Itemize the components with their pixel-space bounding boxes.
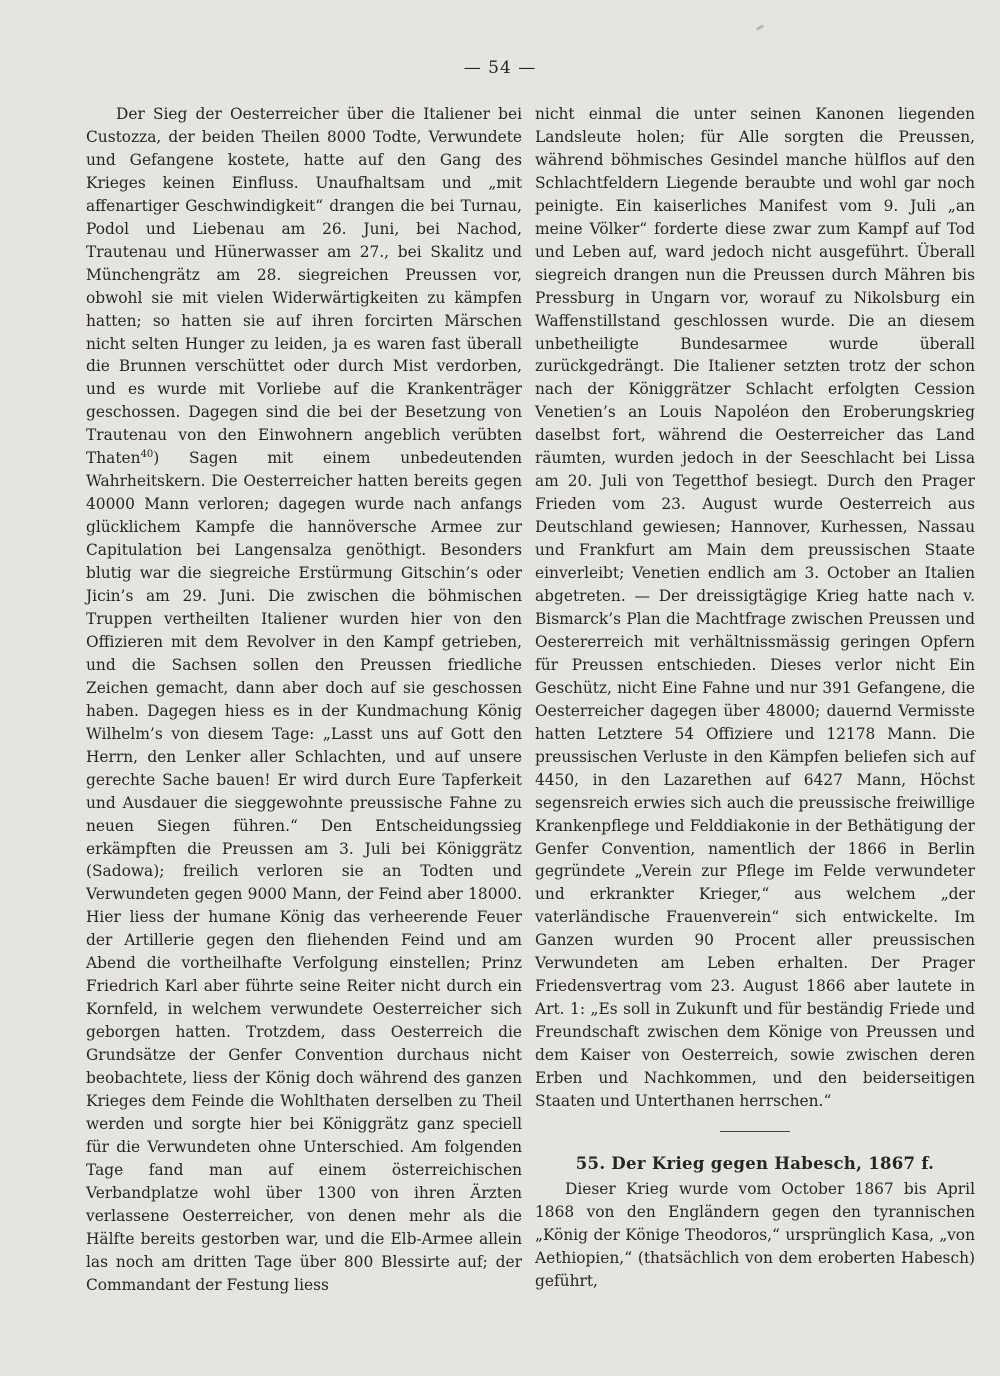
footnote-ref: 40 — [140, 449, 154, 461]
right-paragraph-2: Dieser Krieg wurde vom October 1867 bis April 1868 von den Engländern gegen den tyrannischen „König der Könige Theodoros,“ ursprünglich Kasa, „von Aethiopien,“ (thatsächlich von dem eroberten Habesch) geführt, — [535, 1179, 975, 1290]
right-column — [535, 103, 975, 1293]
left-paragraph-1-continued: ) Sagen mit einem unbedeutenden Wahrheitskern. Die Oesterreicher hatten bereits gegen 40000 Mann verloren; dagegen wurde nach anfangs glücklichem Kampfe die hannöversche Armee zur Capitulation bei Langensalza genöthigt. Besonders blutig war die siegreiche Erstürmung Gitschin’s oder Jicin’s am 29. Juni. Die zwischen die böhmischen Truppen vertheilten Italiener wurden hier von den Offizieren mit dem Revolver in den Kampf getrieben, und die Sachsen sollen den Preussen friedliche Zeichen gemacht, dann aber doch auf sie geschossen haben. Dagegen hiess es in der Kundmachung König Wilhelm’s von diesem Tage: „Lasst uns auf Gott den Herrn, den Lenker aller Schlachten, und auf unsere gerechte Sache bauen! Er wird durch Eure Tapferkeit und Ausdauer die sieggewohnte preussische Fahne zu neuen Siegen führen.“ Den Entscheidungssieg erkämpften die Preussen am 3. Juli bei Königgrätz (Sadowa); freilich verloren sie an Todten und Verwundeten gegen 9000 Mann, der Feind aber 18000. Hier liess der humane König das verheerende Feuer der Artillerie gegen den fliehenden Feind und am Abend die vortheilhafte Verfolgung einstellen; Prinz Friedrich Karl aber führte seine Reiter nicht durch ein Kornfeld, in welchem verwundete Oesterreicher sich geborgen hatten. Trotzdem, dass Oesterreich die Grundsätze der Genfer Convention durchaus nicht beobachtete, liess der König doch während des ganzen Krieges dem Feinde die Wohlthaten derselben zu Theil werden und sorgte hier bei Königgrätz ganz speciell für die Verwundeten ohne Unterschied. Am folgenden Tage fand man auf einem österreichischen Verbandplatze wohl über 1300 von ihren Ärzten verlassene Oesterreicher, von denen mehr als die Hälfte bereits gestorben war, und die Elb-Armee allein las noch am dritten Tage über 800 Blessirte auf; der Commandant der Festung liess — [86, 449, 522, 1294]
left-paragraph-1-text: Der Sieg der Oesterreicher über die Italiener bei Custozza, der beiden Theilen 8000 Todte, Verwundete und Gefangene kostete, hatte auf den Gang des Krieges keinen Einfluss. Unaufhaltsam und „mit affenartiger Geschwindigkeit“ drangen die bei Turnau, Podol und Liebenau am 26. Juni, bei Nachod, Trautenau und Hünerwasser am 27., bei Skalitz und Münchengrätz am 28. siegreichen Preussen vor, obwohl sie mit vielen Widerwärtigkeiten zu kämpfen hatten; so hatten sie auf ihren forcirten Märschen nicht selten Hunger zu leiden, ja es waren fast überall die Brunnen verschüttet oder durch Mist verdorben, und es wurde mit Vorliebe auf die Krankenträger geschossen. Dagegen sind die bei der Besetzung von Trautenau von den Einwohnern angeblich verübten Thaten — [86, 105, 522, 468]
left-column — [86, 103, 522, 1297]
section-divider — [720, 1131, 790, 1132]
left-paragraph-1 — [86, 103, 522, 1297]
section-title: 55. Der Krieg gegen Habesch, 1867 f. — [575, 1153, 935, 1173]
page-number: — 54 — — [463, 58, 537, 78]
right-paragraph-1: nicht einmal die unter seinen Kanonen liegenden Landsleute holen; für Alle sorgten die Preussen, während böhmisches Gesindel manche hülflos auf den Schlachtfeldern Liegende beraubte und wohl gar noch peinigte. Ein kaiserliches Manifest vom 9. Juli „an meine Völker“ forderte diese zwar zum Kampf auf Tod und Leben auf, ward jedoch nicht ausgeführt. Überall siegreich drangen nun die Preussen durch Mähren bis Pressburg in Ungarn vor, worauf zu Nikolsburg ein Waffenstillstand geschlossen wurde. Die an diesem unbetheiligte Bundesarmee wurde überall zurückgedrängt. Die Italiener setzten trotz der schon nach der Königgrätzer Schlacht erfolgten Cession Venetien’s an Louis Napoléon den Eroberungskrieg daselbst fort, während die Oesterreicher das Land räumten, wurden jedoch in der Seeschlacht bei Lissa am 20. Juli von Tegetthof besiegt. Durch den Prager Frieden vom 23. August wurde Oesterreich aus Deutschland gewiesen; Hannover, Kurhessen, Nassau und Frankfurt am Main dem preussischen Staate einverleibt; Venetien endlich am 3. October an Italien abgetreten. — Der dreissigtägige Krieg hatte nach v. Bismarck’s Plan die Machtfrage zwischen Preussen und Oestererreich mit verhältnissmässig geringen Opfern für Preussen entschieden. Dieses verlor nicht Ein Geschütz, nicht Eine Fahne und nur 391 Gefangene, die Oesterreicher dagegen über 48000; dauernd Vermisste hatten Letztere 54 Offiziere und 12178 Mann. Die preussischen Verluste in den Kämpfen beliefen sich auf 4450, in den Lazarethen auf 6427 Mann, Höchst segensreich erwies sich auch die preussische freiwillige Krankenpflege und Felddiakonie in der Bethätigung der Genfer Convention, namentlich der 1866 in Berlin gegründete „Verein zur Pflege im Felde verwundeter und erkrankter Krieger,“ aus welchem „der vaterländische Frauenverein“ sich entwickelte. Im Ganzen wurden 90 Procent aller preussischen Verwundeten am Leben erhalten. Der Prager Friedensvertrag vom 23. August 1866 aber lautete in Art. 1: „Es soll in Zukunft und für beständig Friede und Freundschaft zwischen dem Könige von Preussen und dem Kaiser von Oesterreich, sowie zwischen deren Erben und Nachkommen, und den beiderseitigen Staaten und Unterthanen herrschen.“ — [535, 105, 975, 1110]
paper-speck — [756, 24, 764, 31]
